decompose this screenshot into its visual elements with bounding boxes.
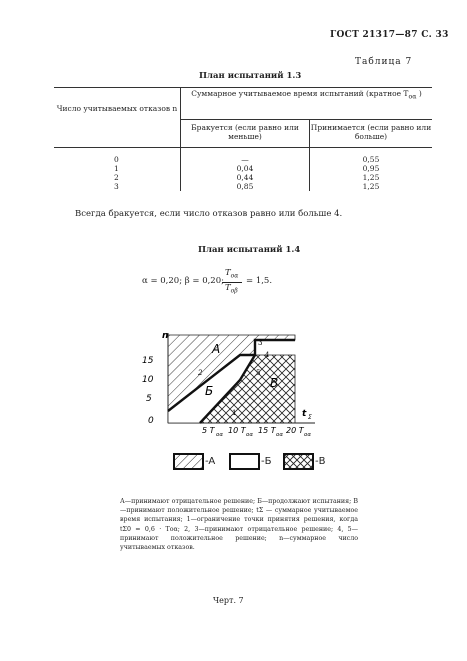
x-axis-label: t (302, 409, 307, 419)
cell-reject: 0,44 (181, 173, 310, 182)
x-tick-20-sub: оα (304, 432, 311, 438)
y-tick-0: 0 (148, 416, 154, 426)
legend-swatch-empty (229, 453, 261, 471)
table-number: Таблица 7 (355, 57, 413, 67)
table-row (54, 173, 432, 182)
formula-denominator-sub: оβ (230, 287, 238, 295)
legend-swatch-hatch (173, 453, 205, 471)
cell-n: 3 (114, 182, 119, 191)
col-header-total-time-sub: оα (408, 93, 417, 101)
formula-numerator-sub: оα (230, 272, 239, 280)
plan-1-3-title: План испытаний 1.3 (199, 71, 302, 81)
cell-reject: 0,85 (181, 182, 310, 191)
zone-number-2: 2 (198, 369, 203, 377)
cell-n: 0 (114, 155, 119, 164)
zone-number-3: 3 (258, 339, 263, 347)
legend-label-b: -Б (261, 456, 272, 467)
zone-number-5: 5 (256, 369, 261, 377)
cell-accept: 1,25 (310, 182, 433, 191)
cell-accept: 0,55 (310, 155, 433, 164)
table-row (54, 182, 432, 191)
x-axis-label-sub: Σ (308, 414, 312, 421)
col-header-total-time: Суммарное учитываемое время испытаний (кратное T (191, 89, 409, 98)
chart-legend (173, 453, 353, 477)
plan-1-3-note: Всегда бракуется, если число отказов равно или больше 4. (75, 209, 343, 219)
col-header-accept: Принимается (если равно или больше) (310, 123, 432, 141)
figure-caption: А—принимают отрицательное решение; Б—продолжают испытания; В—принимают положительное решение; tΣ — суммарное учитываемое время испытания; 1—ограничение точки принятия решения, когда tΣ0 = 0,6 · Tоα; 2, 3—принимают отрицательное решение; 4, 5—принимают положительное решение; n—суммарное число учитываемых отказов. (120, 498, 358, 552)
y-tick-5: 5 (146, 394, 152, 404)
formula-prefix: α = 0,20; β = 0,20; (142, 276, 224, 286)
figure-label: Черт. 7 (213, 596, 244, 605)
cell-reject: 0,04 (181, 164, 310, 173)
x-tick-20: 20 T (286, 426, 304, 435)
formula-numerator: T (225, 268, 231, 278)
formula-denominator: T (225, 283, 231, 293)
x-tick-10-sub: оα (246, 432, 253, 438)
region-a-label: A (212, 342, 221, 356)
legend-swatch-cross (283, 453, 315, 471)
formula-suffix: = 1,5. (246, 276, 273, 286)
table-row (54, 155, 432, 164)
y-tick-10: 10 (142, 375, 154, 385)
legend-label-v: -В (315, 456, 326, 467)
cell-accept: 0,95 (310, 164, 433, 173)
plan-1-3-table (54, 87, 432, 191)
zone-number-4: 4 (265, 351, 270, 359)
y-axis-label: n (162, 331, 169, 341)
col-header-total-time-end: ) (418, 89, 422, 98)
table-row (54, 164, 432, 173)
col-header-failures: Число учитываемых отказов n (56, 104, 178, 113)
region-b-label: Б (205, 384, 214, 398)
region-v-label: B (270, 376, 279, 390)
document-header: ГОСТ 21317—87 С. 33 (330, 30, 449, 40)
y-tick-15: 15 (142, 356, 154, 366)
col-header-reject: Бракуется (если равно или меньше) (191, 123, 299, 141)
x-tick-15: 15 T (258, 426, 276, 435)
x-tick-10: 10 T (228, 426, 246, 435)
legend-label-a: -A (205, 456, 216, 467)
cell-reject: — (181, 155, 310, 164)
zone-number-1: 1 (232, 409, 237, 417)
cell-n: 2 (114, 173, 119, 182)
plan-1-4-title: План испытаний 1.4 (198, 245, 301, 255)
x-tick-15-sub: оα (276, 432, 283, 438)
x-tick-5: 5 T (202, 426, 215, 435)
cell-n: 1 (114, 164, 119, 173)
x-tick-5-sub: оα (216, 432, 223, 438)
cell-accept: 1,25 (310, 173, 433, 182)
decision-chart (130, 325, 340, 440)
